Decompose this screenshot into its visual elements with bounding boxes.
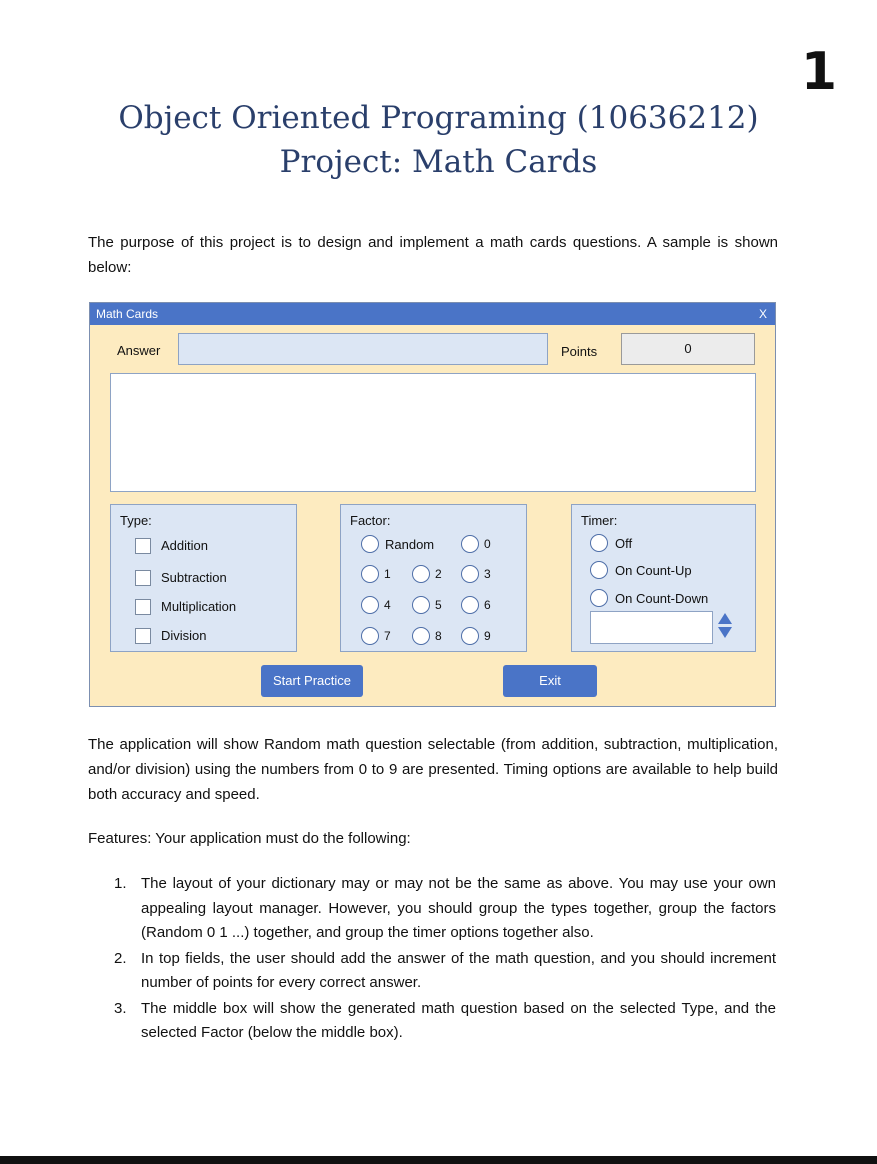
factor-4-radio[interactable]: [361, 596, 379, 614]
answer-input[interactable]: [178, 333, 548, 365]
list-item: [110, 997, 776, 1046]
page-number: 1: [800, 42, 837, 102]
multiplication-label: Multiplication: [161, 599, 237, 614]
factor-2-radio[interactable]: [412, 565, 430, 583]
math-cards-window: [89, 302, 776, 707]
factor-8-label: 8: [435, 629, 442, 643]
timer-count-up-radio[interactable]: [590, 561, 608, 579]
subtraction-label: Subtraction: [161, 570, 227, 585]
type-group-title: Type:: [120, 513, 152, 528]
division-label: Division: [161, 628, 207, 643]
list-item-number: 2.: [114, 949, 127, 967]
factor-7-radio[interactable]: [361, 627, 379, 645]
question-display-box: [110, 373, 756, 492]
timer-group: [571, 504, 756, 652]
features-list: [110, 872, 776, 1047]
features-heading: Features: Your application must do the following:: [88, 830, 411, 847]
exit-button[interactable]: Exit: [503, 665, 597, 697]
division-checkbox[interactable]: [135, 628, 151, 644]
bottom-bar: [0, 1156, 877, 1164]
list-item-number: 1.: [114, 875, 127, 892]
multiplication-checkbox[interactable]: [135, 599, 151, 615]
list-item: [110, 947, 776, 996]
points-field: 0: [621, 333, 755, 365]
type-group: [110, 504, 297, 652]
factor-4-label: 4: [384, 598, 391, 612]
factor-6-label: 6: [484, 598, 491, 612]
addition-label: Addition: [161, 538, 208, 553]
timer-group-title: Timer:: [581, 513, 618, 528]
list-item-text: In top fields, the user should add the answer of the math question, and you should increment number of points for every correct answer.: [141, 949, 776, 991]
list-item-text: The middle box will show the generated math question based on the selected Type, and the selected Factor (below the middle box).: [141, 999, 776, 1041]
window-title-bar: [90, 303, 775, 325]
factor-8-radio[interactable]: [412, 627, 430, 645]
spinner-up-icon[interactable]: [718, 613, 732, 624]
timer-spinner-field[interactable]: [590, 611, 713, 644]
factor-3-radio[interactable]: [461, 565, 479, 583]
factor-9-radio[interactable]: [461, 627, 479, 645]
factor-group: [340, 504, 527, 652]
factor-2-label: 2: [435, 567, 442, 581]
timer-count-up-label: On Count-Up: [615, 563, 692, 578]
addition-checkbox[interactable]: [135, 538, 151, 554]
factor-9-label: 9: [484, 629, 491, 643]
project-title: Project: Math Cards: [279, 144, 598, 180]
factor-random-radio[interactable]: [361, 535, 379, 553]
factor-7-label: 7: [384, 629, 391, 643]
timer-count-down-radio[interactable]: [590, 589, 608, 607]
start-practice-button[interactable]: Start Practice: [261, 665, 363, 697]
points-label: Points: [561, 344, 598, 359]
list-item-text: The layout of your dictionary may or may not be the same as above. You may use your own appealing layout manager. However, you should group the types together, group the factors (Random 0 1 ...) together, and group the timer options together also.: [141, 875, 776, 941]
factor-5-radio[interactable]: [412, 596, 430, 614]
window-title: Math Cards: [96, 307, 159, 321]
factor-0-radio[interactable]: [461, 535, 479, 553]
timer-off-radio[interactable]: [590, 534, 608, 552]
timer-count-down-label: On Count-Down: [615, 591, 709, 606]
factor-1-radio[interactable]: [361, 565, 379, 583]
factor-3-label: 3: [484, 567, 491, 581]
intro-paragraph: The purpose of this project is to design and implement a math cards questions. A sample is shown below:: [88, 234, 778, 276]
description-paragraph: The application will show Random math question selectable (from addition, subtraction, multiplication, and/or division) using the numbers from 0 to 9 are presented. Timing options are available to help build both accuracy and speed.: [88, 736, 778, 803]
factor-1-label: 1: [384, 567, 391, 581]
answer-label: Answer: [117, 343, 161, 358]
factor-0-label: 0: [484, 537, 491, 551]
list-item: [110, 872, 776, 946]
timer-off-label: Off: [615, 536, 633, 551]
factor-random-label: Random: [385, 537, 435, 552]
close-icon[interactable]: X: [758, 307, 767, 321]
spinner-down-icon[interactable]: [718, 627, 732, 638]
factor-6-radio[interactable]: [461, 596, 479, 614]
factor-group-title: Factor:: [350, 513, 391, 528]
subtraction-checkbox[interactable]: [135, 570, 151, 586]
course-title: Object Oriented Programing (10636212): [118, 100, 759, 136]
list-item-number: 3.: [114, 999, 127, 1017]
factor-5-label: 5: [435, 598, 442, 612]
